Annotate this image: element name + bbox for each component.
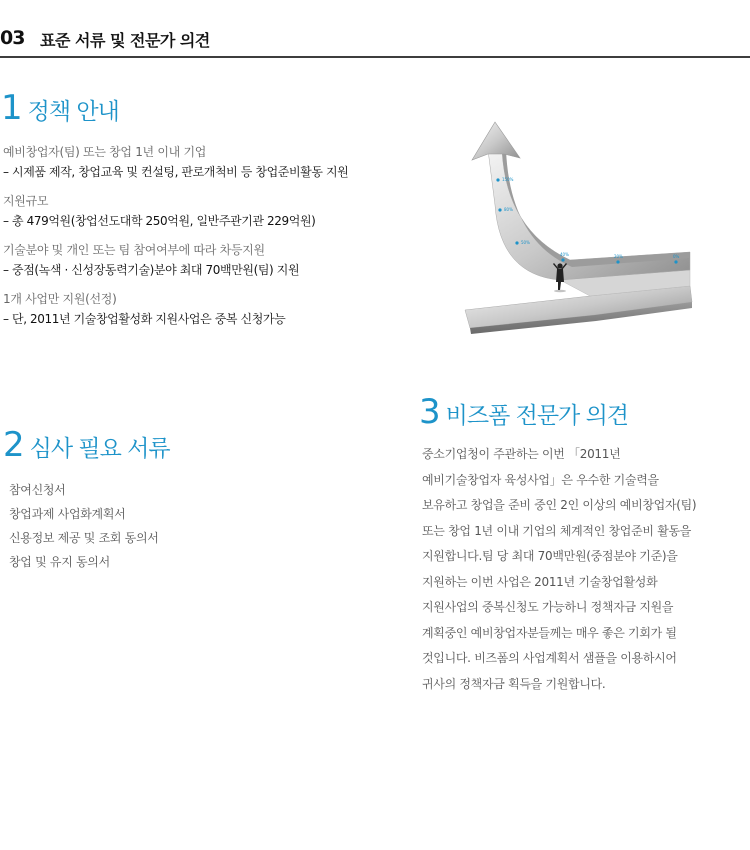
document-item: 창업 및 유지 동의서 [9, 555, 110, 569]
policy-item-label: 예비창업자(팀) 또는 창업 1년 이내 기업 [3, 145, 207, 159]
policy-item-detail: – 시제품 제작, 창업교육 및 컨설팅, 판로개척비 등 창업준비활동 지원 [3, 165, 349, 179]
policy-number: 1 [1, 88, 22, 128]
policy-item [3, 289, 413, 329]
opinion-line: 계획중인 예비창업자분들께는 매우 좋은 기회가 될 [422, 625, 677, 640]
opinion-title: 비즈폼 전문가 의견 [445, 403, 629, 429]
opinion-line: 예비기술창업자 육성사업」은 우수한 기술력을 [422, 472, 659, 487]
document-item: 창업과제 사업화계획서 [9, 507, 126, 521]
documents-title: 심사 필요 서류 [29, 436, 170, 462]
expert-opinion-text [422, 442, 742, 697]
policy-item [3, 191, 413, 231]
opinion-line: 귀사의 정책자금 획득을 기원합니다. [422, 676, 606, 691]
section-header [0, 0, 750, 58]
policy-heading [1, 88, 119, 128]
policy-item [3, 142, 413, 182]
policy-item-detail: – 총 479억원(창업선도대학 250억원, 일반주관기관 229억원) [3, 214, 316, 228]
policy-item [3, 240, 413, 280]
policy-item-label: 지원규모 [3, 194, 49, 208]
opinion-line: 지원하는 이번 사업은 2011년 기술창업활성화 [422, 574, 658, 589]
policy-list [3, 142, 413, 338]
policy-item-detail: – 단, 2011년 기술창업활성화 지원사업은 중복 신청가능 [3, 312, 286, 326]
marker-label: 150% [502, 177, 514, 182]
marker-label: 40% [560, 252, 569, 257]
marker-label: 50% [521, 240, 530, 245]
opinion-line: 보유하고 창업을 준비 중인 2인 이상의 예비창업자(팀) [422, 498, 697, 512]
document-item: 신용정보 제공 및 조회 동의서 [9, 531, 159, 545]
opinion-line: 중소기업청이 주관하는 이번 「2011년 [422, 447, 621, 461]
marker-label: 0% [673, 254, 680, 259]
policy-title: 정책 안내 [27, 99, 119, 125]
opinion-line: 지원사업의 중복신청도 가능하니 정책자금 지원을 [422, 600, 674, 614]
policy-item-detail: – 중점(녹색 · 신성장동력기술)분야 최대 70백만원(팀) 지원 [3, 263, 300, 277]
documents-number: 2 [3, 425, 24, 465]
header-number: 03 [0, 27, 25, 49]
marker-label: 20% [614, 254, 623, 259]
documents-list [9, 478, 159, 574]
marker-label: 80% [504, 207, 513, 212]
documents-heading [3, 425, 170, 465]
opinion-number: 3 [419, 392, 440, 432]
growth-arrow-illustration [440, 110, 700, 335]
growth-arrow-icon [440, 110, 700, 335]
policy-item-label: 1개 사업만 지원(선정) [3, 292, 117, 306]
opinion-line: 것입니다. 비즈폼의 사업계획서 샘플을 이용하시어 [422, 651, 677, 665]
opinion-heading [419, 392, 629, 432]
opinion-line: 지원합니다.팀 당 최대 70백만원(중점분야 기준)을 [422, 549, 678, 563]
header-title: 표준 서류 및 전문가 의견 [40, 31, 210, 50]
opinion-line: 또는 창업 1년 이내 기업의 체계적인 창업준비 활동을 [422, 523, 692, 538]
policy-item-label: 기술분야 및 개인 또는 팀 참여여부에 따라 차등지원 [3, 243, 265, 257]
document-item: 참여신청서 [9, 483, 66, 497]
